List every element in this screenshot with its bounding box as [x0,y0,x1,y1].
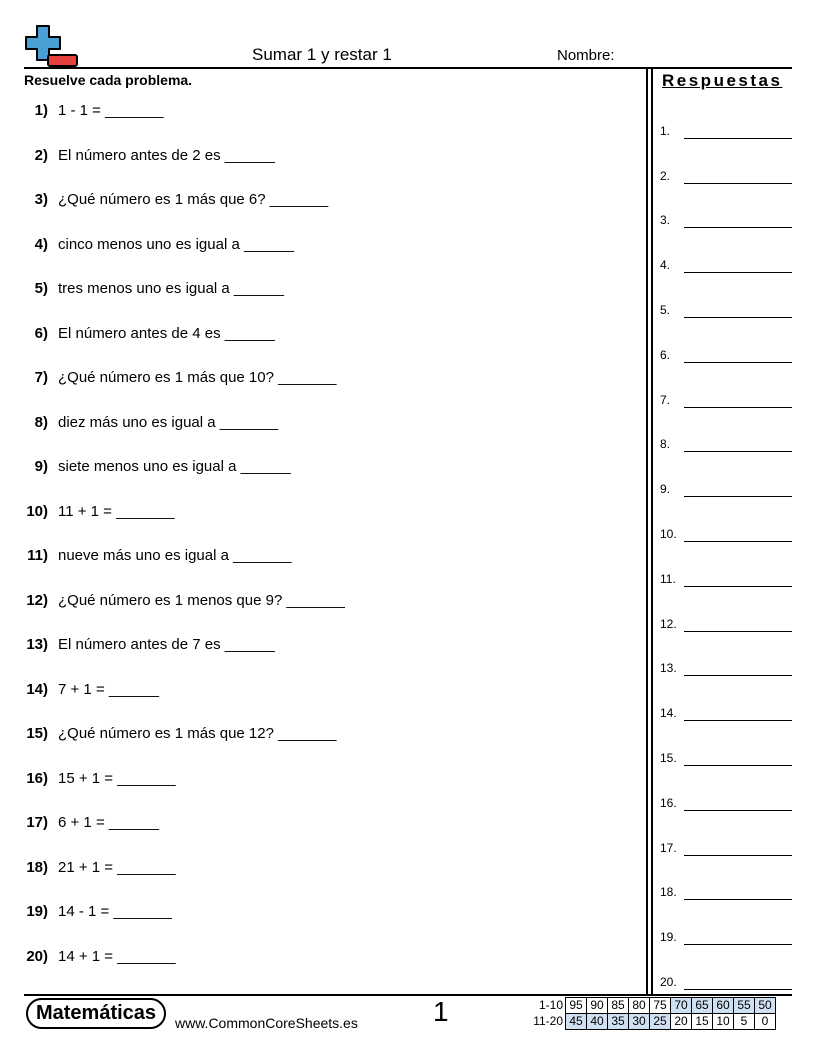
score-row [530,998,776,1014]
page-number: 1 [433,996,449,1027]
score-cell: 45 [566,1014,587,1030]
score-cell: 85 [608,998,629,1014]
answer-blank[interactable] [684,183,792,184]
instructions: Resuelve cada problema. [24,72,193,88]
answer-blank[interactable] [684,227,792,228]
problem-item: 15) ¿Qué número es 1 más que 12? _______ [26,725,337,742]
score-cell: 50 [755,998,776,1014]
answer-number: 11. [660,572,676,586]
answer-blank[interactable] [684,631,792,632]
score-cell: 15 [692,1014,713,1030]
plus-minus-logo-icon [24,25,80,69]
answer-blank[interactable] [684,272,792,273]
answer-number: 14. [660,706,677,720]
answer-blank[interactable] [684,899,792,900]
answer-blank[interactable] [684,855,792,856]
score-cell: 60 [713,998,734,1014]
site-url: www.CommonCoreSheets.es [175,1015,358,1031]
score-cell: 90 [587,998,608,1014]
answer-blank[interactable] [684,675,792,676]
score-row-label: 1-10 [538,998,563,1012]
problem-item: 8) diez más uno es igual a _______ [34,414,279,431]
problem-item: 9) siete menos uno es igual a ______ [34,458,291,475]
score-cell: 65 [692,998,713,1014]
answer-blank[interactable] [684,720,792,721]
answer-number: 5. [660,303,671,317]
answer-blank[interactable] [684,362,792,363]
column-divider [646,68,648,994]
score-row-label: 11-20 [533,1014,563,1028]
answer-blank[interactable] [684,451,792,452]
problem-item: 10) 11 + 1 = _______ [26,503,175,520]
answer-blank[interactable] [684,810,792,811]
score-cell: 20 [671,1014,692,1030]
answer-number: 9. [660,482,671,496]
answer-number: 1. [660,124,671,138]
answers-title: Respuestas [662,71,783,90]
score-cell: 30 [629,1014,650,1030]
answer-number: 12. [660,617,677,631]
problem-item: 12) ¿Qué número es 1 menos que 9? _______ [26,592,345,609]
problem-item: 7) ¿Qué número es 1 más que 10? _______ [34,369,337,386]
name-label: Nombre: [557,47,615,64]
score-cell: 55 [734,998,755,1014]
answer-number: 10. [660,527,677,541]
score-cell: 75 [650,998,671,1014]
bottom-rule [24,994,792,996]
answer-blank[interactable] [684,765,792,766]
problem-item: 19) 14 - 1 = _______ [26,903,172,920]
answer-number: 16. [660,796,677,810]
problem-item: 16) 15 + 1 = _______ [26,770,176,787]
score-cell: 10 [713,1014,734,1030]
score-cell: 40 [587,1014,608,1030]
score-cell: 25 [650,1014,671,1030]
answer-blank[interactable] [684,317,792,318]
score-row [530,1014,776,1030]
problem-item: 2) El número antes de 2 es ______ [34,147,275,164]
answer-number: 2. [660,169,671,183]
score-cell: 70 [671,998,692,1014]
brand-badge: Matemáticas [26,998,166,1029]
answer-number: 18. [660,885,677,899]
answer-number: 15. [660,751,677,765]
answer-blank[interactable] [684,541,792,542]
answer-number: 3. [660,213,671,227]
worksheet-title: Sumar 1 y restar 1 [252,45,392,64]
answer-blank[interactable] [684,138,792,139]
score-table [530,997,776,1030]
answer-number: 6. [660,348,671,362]
problem-item: 14) 7 + 1 = ______ [26,681,159,698]
answer-number: 4. [660,258,671,272]
problem-item: 17) 6 + 1 = ______ [26,814,159,831]
problem-item: 4) cinco menos uno es igual a ______ [34,236,295,253]
answer-blank[interactable] [684,989,792,990]
answer-number: 19. [660,930,677,944]
answer-number: 8. [660,437,671,451]
score-cell: 5 [734,1014,755,1030]
problem-item: 1) 1 - 1 = _______ [34,102,164,119]
score-cell: 35 [608,1014,629,1030]
answer-number: 17. [660,841,677,855]
score-cell: 0 [755,1014,776,1030]
problem-item: 5) tres menos uno es igual a ______ [34,280,284,297]
answer-number: 7. [660,393,671,407]
problem-item: 20) 14 + 1 = _______ [26,948,176,965]
answer-blank[interactable] [684,944,792,945]
answer-number: 13. [660,661,677,675]
answer-blank[interactable] [684,586,792,587]
score-cell: 95 [566,998,587,1014]
answer-blank[interactable] [684,496,792,497]
problem-item: 18) 21 + 1 = _______ [26,859,176,876]
problem-item: 3) ¿Qué número es 1 más que 6? _______ [34,191,329,208]
column-divider [651,68,653,994]
problem-item: 11) nueve más uno es igual a _______ [27,547,292,564]
problem-item: 6) El número antes de 4 es ______ [34,325,275,342]
top-rule [24,67,792,69]
problem-item: 13) El número antes de 7 es ______ [26,636,275,653]
answer-blank[interactable] [684,407,792,408]
answer-number: 20. [660,975,677,989]
score-cell: 80 [629,998,650,1014]
